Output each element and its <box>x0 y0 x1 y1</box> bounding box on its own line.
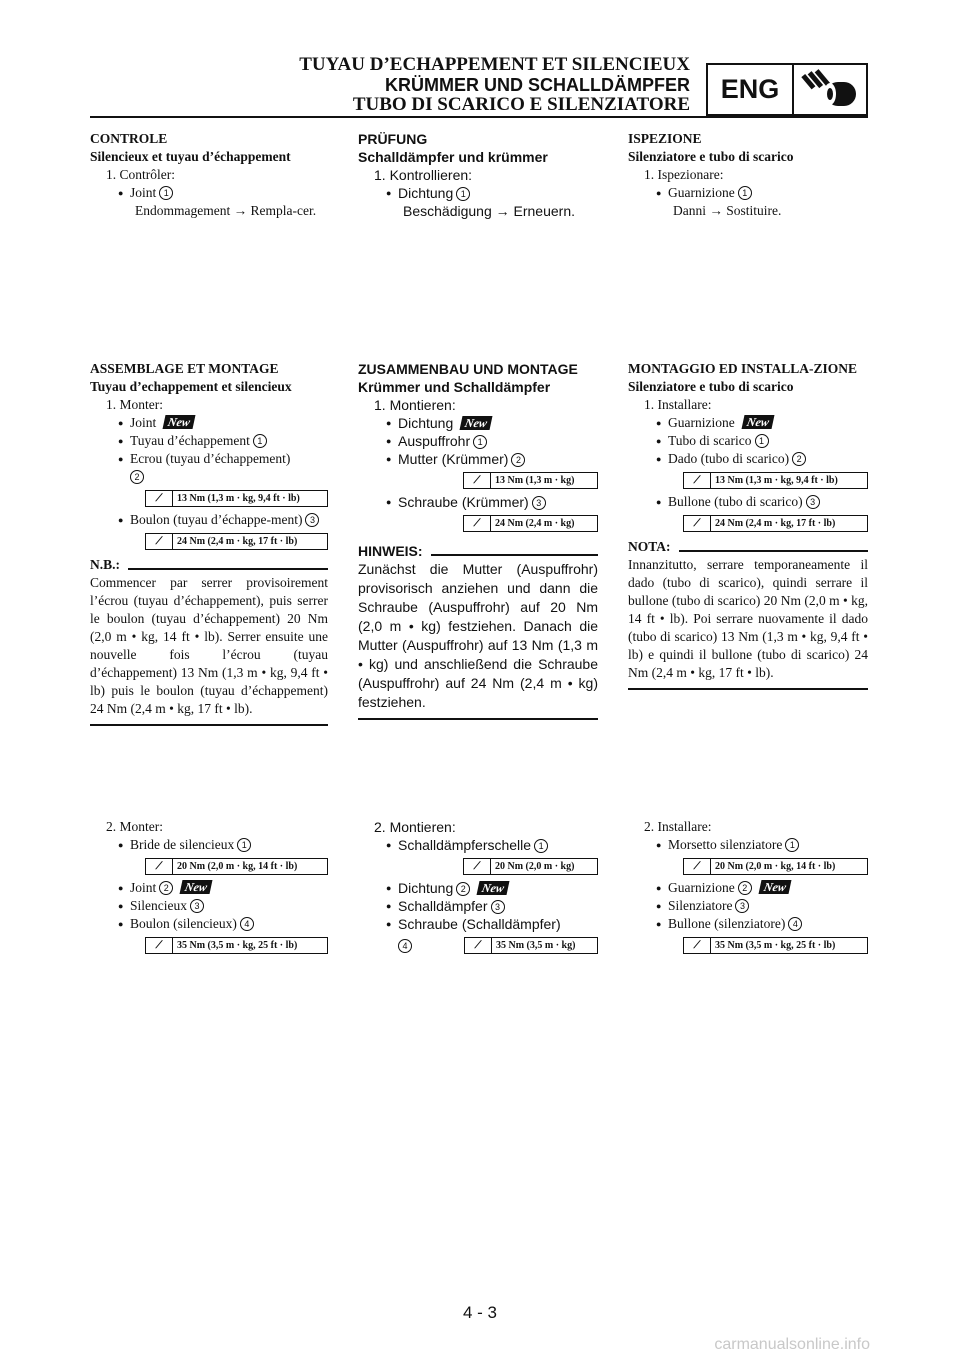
torque-value: 13 Nm (1,3 m · kg, 9,4 ft · lb) <box>177 492 300 504</box>
list-item <box>358 915 598 933</box>
section-title: CONTROLE <box>90 131 168 146</box>
language-badge-label: ENG <box>708 65 794 114</box>
list-item <box>628 414 868 432</box>
torque-value: 35 Nm (3,5 m · kg, 25 ft · lb) <box>715 939 836 951</box>
page-header <box>299 55 690 115</box>
ref-number: 3 <box>735 899 749 913</box>
section-title: MONTAGGIO ED INSTALLA-ZIONE <box>628 361 858 376</box>
de-inspection-section <box>358 130 598 220</box>
torque-spec <box>145 490 328 507</box>
it-assembly-section <box>628 360 868 690</box>
list-item <box>358 432 598 450</box>
item-label: Schraube (Schalldämpfer) <box>398 916 561 932</box>
list-item <box>628 915 868 933</box>
item-label: Boulon (tuyau d’échappe-ment) <box>130 512 303 527</box>
list-item <box>358 493 598 511</box>
torque-value: 35 Nm (3,5 m · kg, 25 ft · lb) <box>177 939 298 951</box>
step: 2. Monter: <box>106 819 163 834</box>
ref-number: 1 <box>738 186 752 200</box>
torque-wrench-icon: ⟋ <box>464 859 491 874</box>
list-item <box>358 897 598 915</box>
note-header <box>628 538 868 556</box>
item-detail: Endommagement → Rempla-cer. <box>135 203 317 218</box>
torque-value: 24 Nm (2,4 m · kg) <box>495 517 575 529</box>
list-item <box>628 432 868 450</box>
torque-value: 24 Nm (2,4 m · kg, 17 ft · lb) <box>715 517 836 529</box>
ref-number: 3 <box>532 496 546 510</box>
list-item <box>628 897 868 915</box>
section-subtitle: Silenziatore e tubo di scarico <box>628 379 794 394</box>
item-label: Tuyau d’échappement <box>130 433 250 448</box>
note-end-rule <box>358 718 598 720</box>
section-subtitle: Silenziatore e tubo di scarico <box>628 149 794 164</box>
item-label: Joint <box>130 880 157 895</box>
item-label: Auspuffrohr <box>398 433 471 449</box>
item-label: Dichtung <box>398 880 454 896</box>
item-detail: Danni → Sostituire. <box>673 203 782 218</box>
section-title: ZUSAMMENBAU UND MONTAGE <box>358 361 578 377</box>
header-title-de: KRÜMMER UND SCHALLDÄMPFER <box>385 75 690 95</box>
list-item <box>90 432 328 450</box>
list-item <box>628 879 868 897</box>
ref-number: 3 <box>806 495 820 509</box>
torque-wrench-icon: ⟋ <box>684 473 711 488</box>
note-label: NOTA: <box>628 539 671 554</box>
ref-number: 1 <box>159 186 173 200</box>
new-part-badge: New <box>180 880 213 894</box>
new-part-badge: New <box>477 881 510 895</box>
ref-number: 4 <box>788 917 802 931</box>
list-item <box>358 836 598 854</box>
ref-number: 1 <box>237 838 251 852</box>
language-badge <box>706 63 868 116</box>
ref-number: 1 <box>456 187 470 201</box>
torque-row <box>358 933 598 958</box>
section-subtitle: Schalldämpfer und krümmer <box>358 149 548 165</box>
note-end-rule <box>90 724 328 726</box>
header-title-fr: TUYAU D’ECHAPPEMENT ET SILENCIEUX <box>299 54 690 75</box>
ref-number: 2 <box>456 882 470 896</box>
fr-assembly-section <box>90 360 328 726</box>
list-item <box>358 450 598 468</box>
header-rule <box>90 116 868 118</box>
torque-wrench-icon: ⟋ <box>684 938 711 953</box>
item-label: Ecrou (tuyau d’échappement) <box>130 451 291 466</box>
item-label: Mutter (Krümmer) <box>398 451 509 467</box>
item-label: Bullone (silenziatore) <box>668 916 786 931</box>
it-install-muffler-section <box>628 818 868 958</box>
item-label: Bullone (tubo di scarico) <box>668 494 803 509</box>
new-part-badge: New <box>163 415 196 429</box>
torque-value: 24 Nm (2,4 m · kg, 17 ft · lb) <box>177 535 298 547</box>
step: 1. Kontrollieren: <box>374 167 473 183</box>
ref-number: 3 <box>305 513 319 527</box>
list-item <box>90 836 328 854</box>
torque-spec <box>463 472 598 489</box>
item-label: Silencieux <box>130 898 187 913</box>
item-label: Tubo di scarico <box>668 433 752 448</box>
ref-number: 2 <box>511 453 525 467</box>
list-item <box>358 879 598 897</box>
step: 1. Ispezionare: <box>644 167 724 182</box>
torque-wrench-icon: ⟋ <box>464 473 491 488</box>
torque-value: 13 Nm (1,3 m · kg) <box>495 474 575 486</box>
item-label: Guarnizione <box>668 880 735 895</box>
ref-number: 2 <box>130 470 144 484</box>
engine-exhaust-icon <box>794 65 866 114</box>
note-text: Innanzitutto, serrare temporaneamente il dado (tubo di scarico), quindi serrare il bullone (tubo di scarico) 20 Nm (2,0 m • kg, 14 ft • lb). Poi serrare nuovamente il dado (tubo di scarico) 13 Nm (1,3 m • kg, 9,4 ft • lb) e quindi il bullone (tubo di scarico) 24 Nm (2,4 m • kg, 17 ft • lb). <box>628 557 868 680</box>
item-label: Dichtung <box>398 185 454 201</box>
list-item <box>90 184 328 202</box>
list-item <box>90 879 328 897</box>
list-item <box>628 836 868 854</box>
torque-spec <box>463 515 598 532</box>
step: 1. Monter: <box>106 397 163 412</box>
step: 2. Montieren: <box>374 819 456 835</box>
list-item <box>90 450 328 486</box>
torque-value: 20 Nm (2,0 m · kg, 14 ft · lb) <box>177 860 298 872</box>
torque-wrench-icon: ⟋ <box>146 534 173 549</box>
item-label: Morsetto silenziatore <box>668 837 783 852</box>
item-label: Boulon (silencieux) <box>130 916 237 931</box>
ref-number: 1 <box>253 434 267 448</box>
list-item <box>628 493 868 511</box>
torque-wrench-icon: ⟋ <box>146 938 173 953</box>
torque-spec <box>145 533 328 550</box>
de-install-muffler-section <box>358 818 598 958</box>
torque-value: 20 Nm (2,0 m · kg, 14 ft · lb) <box>715 860 836 872</box>
note-header <box>90 556 328 574</box>
ref-number: 1 <box>473 435 487 449</box>
torque-wrench-icon: ⟋ <box>146 491 173 506</box>
section-title: ASSEMBLAGE ET MONTAGE <box>90 361 279 376</box>
header-title-it: TUBO DI SCARICO E SILENZIATORE <box>352 94 690 115</box>
step: 2. Installare: <box>644 819 712 834</box>
torque-spec <box>145 858 328 875</box>
torque-wrench-icon: ⟋ <box>684 516 711 531</box>
note-text: Zunächst die Mutter (Auspuffrohr) provisorisch anziehen und dann die Schraube (Auspuffrohr) auf 20 Nm (2,0 m • kg) festziehen. Danach die Mutter (Auspuffrohr) auf 13 Nm (1,3 m • kg) und anschließend die Schraube (Auspuffrohr) auf 24 Nm (2,4 m • kg) festziehen. <box>358 561 598 710</box>
section-subtitle: Tuyau d’echappement et silencieux <box>90 379 292 394</box>
ref-number: 3 <box>190 899 204 913</box>
new-part-badge: New <box>741 415 774 429</box>
torque-spec <box>464 937 598 954</box>
ref-number: 1 <box>534 839 548 853</box>
item-label: Guarnizione <box>668 415 735 430</box>
ref-number: 4 <box>240 917 254 931</box>
list-item <box>90 511 328 529</box>
fr-inspection-section <box>90 130 328 220</box>
new-part-badge: New <box>758 880 791 894</box>
section-subtitle: Silencieux et tuyau d’échappement <box>90 149 291 164</box>
list-item <box>628 184 868 202</box>
section-subtitle: Krümmer und Schalldämpfer <box>358 379 551 395</box>
ref-number: 2 <box>159 881 173 895</box>
step: 1. Installare: <box>644 397 712 412</box>
fr-install-muffler-section <box>90 818 328 958</box>
new-part-badge: New <box>460 416 493 430</box>
de-assembly-section <box>358 360 598 720</box>
note-header <box>358 542 598 560</box>
note-end-rule <box>628 688 868 690</box>
ref-number: 1 <box>785 838 799 852</box>
torque-spec <box>145 937 328 954</box>
section-title: PRÜFUNG <box>358 131 428 147</box>
ref-number: 3 <box>491 900 505 914</box>
item-label: Joint <box>130 415 157 430</box>
torque-spec <box>683 515 868 532</box>
torque-spec <box>683 937 868 954</box>
ref-number: 2 <box>738 881 752 895</box>
item-label: Schalldämpfer <box>398 898 488 914</box>
torque-value: 13 Nm (1,3 m · kg, 9,4 ft · lb) <box>715 474 838 486</box>
item-label: Joint <box>130 185 157 200</box>
it-inspection-section <box>628 130 868 220</box>
item-label: Dado (tubo di scarico) <box>668 451 790 466</box>
item-label: Silenziatore <box>668 898 733 913</box>
note-text: Commencer par serrer provisoirement l’écrou (tuyau d’échappement), puis serrer le boulon (tuyau d’échappement) 20 Nm (2,0 m • kg, 14 ft • lb). Serrer ensuite une nouvelle fois l’écrou (tuyau d’échappement) 13 Nm (1,3 m • kg, 9,4 ft • lb) puis le boulon (tuyau d’échappement) 24 Nm (2,4 m • kg, 17 ft • lb). <box>90 575 328 716</box>
torque-spec <box>683 858 868 875</box>
section-title: ISPEZIONE <box>628 131 702 146</box>
torque-spec <box>683 472 868 489</box>
item-label: Guarnizione <box>668 185 735 200</box>
list-item <box>628 450 868 468</box>
torque-wrench-icon: ⟋ <box>465 938 492 953</box>
ref-number: 2 <box>792 452 806 466</box>
watermark: carmanualsonline.info <box>714 1336 870 1353</box>
item-label: Dichtung <box>398 415 454 431</box>
note-label: N.B.: <box>90 557 120 572</box>
item-label: Schalldämpferschelle <box>398 837 532 853</box>
list-item <box>90 915 328 933</box>
note-label: HINWEIS: <box>358 543 423 559</box>
torque-spec <box>463 858 598 875</box>
item-detail: Beschädigung → Erneuern. <box>403 203 575 219</box>
torque-wrench-icon: ⟋ <box>464 516 491 531</box>
ref-number: 4 <box>398 939 412 953</box>
item-label: Schraube (Krümmer) <box>398 494 529 510</box>
list-item <box>90 897 328 915</box>
page-number: 4 - 3 <box>462 1303 498 1322</box>
list-item <box>358 414 598 432</box>
list-item <box>358 184 598 202</box>
torque-value: 35 Nm (3,5 m · kg) <box>496 939 576 951</box>
torque-wrench-icon: ⟋ <box>146 859 173 874</box>
list-item <box>90 414 328 432</box>
step: 1. Contrôler: <box>106 167 175 182</box>
ref-number: 1 <box>755 434 769 448</box>
torque-value: 20 Nm (2,0 m · kg) <box>495 860 575 872</box>
step: 1. Montieren: <box>374 397 456 413</box>
torque-wrench-icon: ⟋ <box>684 859 711 874</box>
item-label: Bride de silencieux <box>130 837 235 852</box>
